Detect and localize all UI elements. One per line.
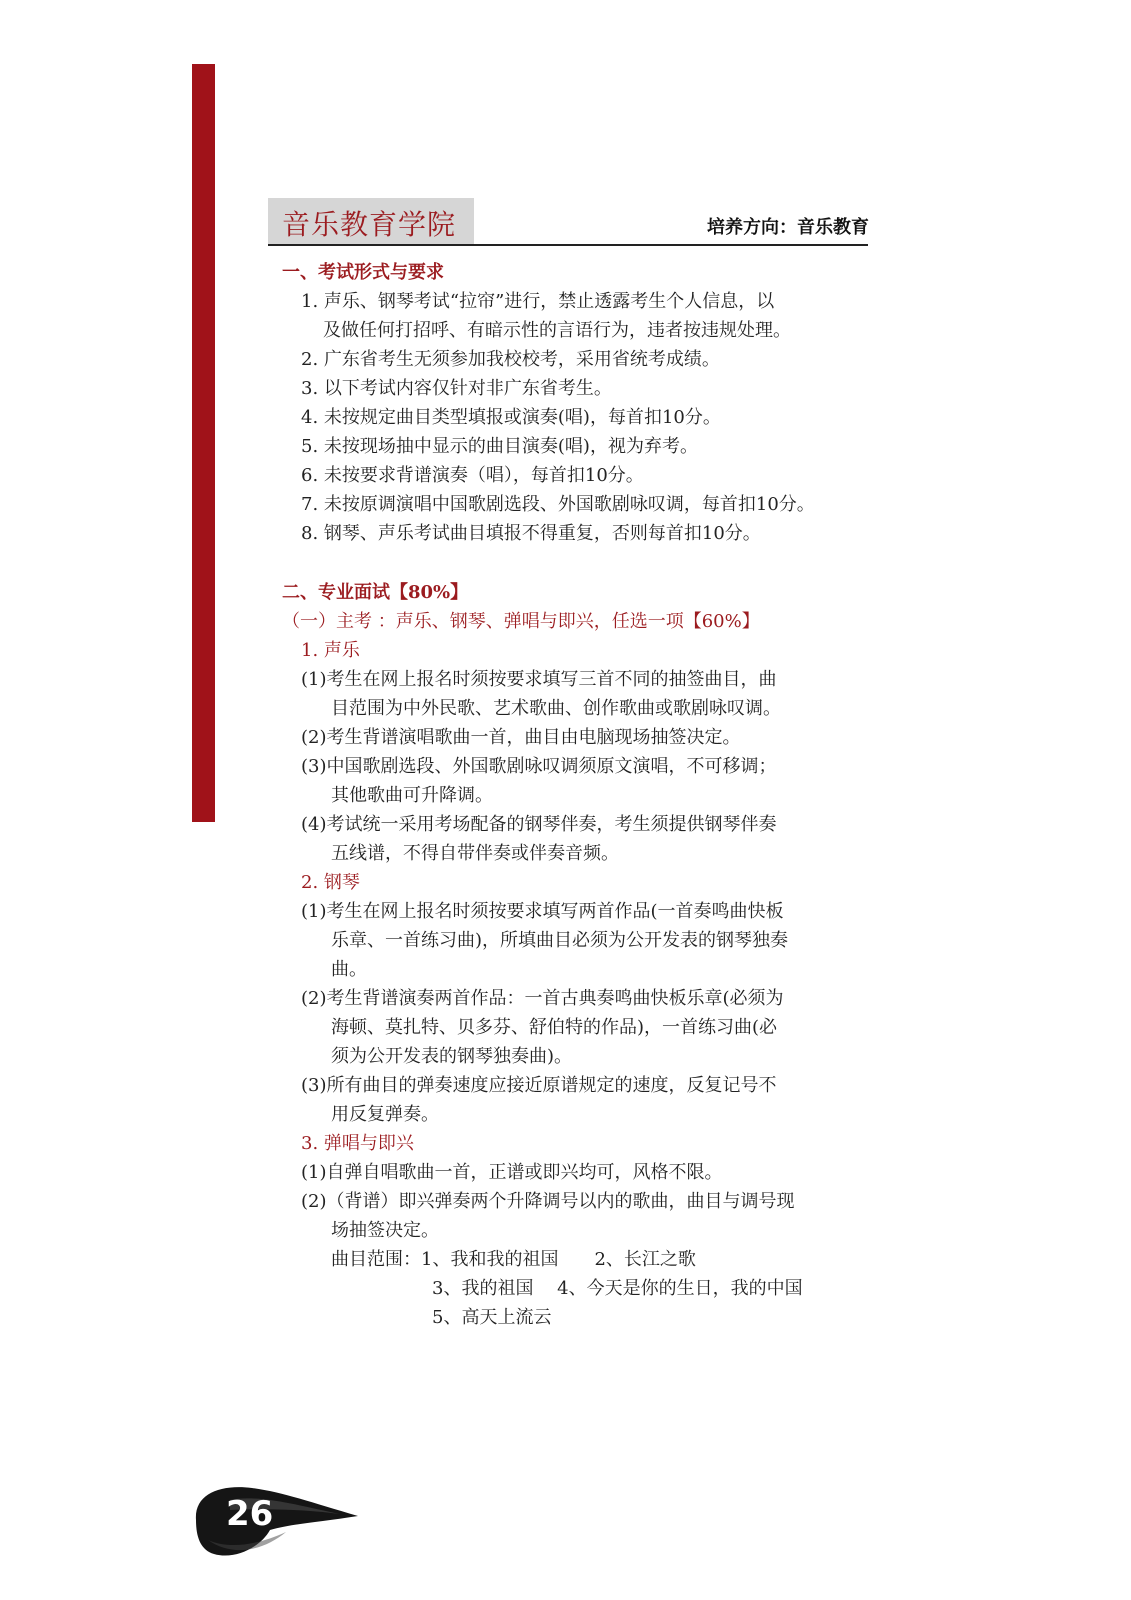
page-number: 26 bbox=[226, 1494, 274, 1534]
text-line: 3. 以下考试内容仅针对非广东省考生。 bbox=[301, 378, 612, 399]
text-line: 曲。 bbox=[331, 959, 367, 980]
text-line: 其他歌曲可升降调。 bbox=[331, 785, 493, 806]
text-line: (2)考生背谱演唱歌曲一首，曲目由电脑现场抽签决定。 bbox=[301, 727, 741, 748]
text-line: 7. 未按原调演唱中国歌剧选段、外国歌剧咏叹调，每首扣10分。 bbox=[301, 494, 815, 515]
text-line: 乐章、一首练习曲)，所填曲目必须为公开发表的钢琴独奏 bbox=[331, 930, 789, 951]
text-line: (1)考生在网上报名时须按要求填写三首不同的抽签曲目，曲 bbox=[301, 669, 777, 690]
text-line: 5、高天上流云 bbox=[432, 1307, 552, 1328]
header-rule bbox=[268, 244, 868, 246]
text-line: 五线谱，不得自带伴奏或伴奏音频。 bbox=[331, 843, 619, 864]
text-line: (2)（背谱）即兴弹奏两个升降调号以内的歌曲，曲目与调号现 bbox=[301, 1191, 795, 1212]
section-heading: 二、专业面试【80%】 bbox=[282, 582, 469, 603]
text-line: 目范围为中外民歌、艺术歌曲、创作歌曲或歌剧咏叹调。 bbox=[331, 698, 781, 719]
section-heading: 一、考试形式与要求 bbox=[282, 262, 444, 283]
text-line: (3)所有曲目的弹奏速度应接近原谱规定的速度，反复记号不 bbox=[301, 1075, 777, 1096]
text-line: 及做任何打招呼、有暗示性的言语行为，违者按违规处理。 bbox=[323, 320, 791, 341]
text-line: 3、我的祖国 4、今天是你的生日，我的中国 bbox=[432, 1278, 803, 1299]
text-line: (3)中国歌剧选段、外国歌剧咏叹调须原文演唱，不可移调； bbox=[301, 756, 777, 777]
text-line: (4)考试统一采用考场配备的钢琴伴奏，考生须提供钢琴伴奏 bbox=[301, 814, 777, 835]
text-line: (1)自弹自唱歌曲一首，正谱或即兴均可，风格不限。 bbox=[301, 1162, 723, 1183]
text-line: 曲目范围：1、我和我的祖国 2、长江之歌 bbox=[331, 1249, 696, 1270]
text-line: 须为公开发表的钢琴独奏曲)。 bbox=[331, 1046, 573, 1067]
subsection-heading: （一）主考 ：声乐、钢琴、弹唱与即兴，任选一项【60%】 bbox=[282, 611, 760, 632]
text-line: 海顿、莫扎特、贝多芬、舒伯特的作品)，一首练习曲(必 bbox=[331, 1017, 778, 1038]
text-line: 5. 未按现场抽中显示的曲目演奏(唱)，视为弃考。 bbox=[301, 436, 698, 457]
college-title: 音乐教育学院 bbox=[282, 208, 457, 241]
training-direction: 培养方向：音乐教育 bbox=[707, 217, 869, 238]
text-line: 2. 广东省考生无须参加我校校考，采用省统考成绩。 bbox=[301, 349, 720, 370]
subsection-heading: 2. 钢琴 bbox=[301, 872, 360, 893]
subsection-heading: 3. 弹唱与即兴 bbox=[301, 1133, 414, 1154]
ink-brush-badge bbox=[190, 1480, 360, 1560]
text-line: 1. 声乐、钢琴考试“拉帘”进行，禁止透露考生个人信息，以 bbox=[301, 291, 775, 312]
text-line: (1)考生在网上报名时须按要求填写两首作品(一首奏鸣曲快板 bbox=[301, 901, 784, 922]
text-line: (2)考生背谱演奏两首作品：一首古典奏鸣曲快板乐章(必须为 bbox=[301, 988, 784, 1009]
text-line: 4. 未按规定曲目类型填报或演奏(唱)，每首扣10分。 bbox=[301, 407, 721, 428]
text-line: 场抽签决定。 bbox=[331, 1220, 439, 1241]
text-line: 8. 钢琴、声乐考试曲目填报不得重复，否则每首扣10分。 bbox=[301, 523, 761, 544]
text-line: 用反复弹奏。 bbox=[331, 1104, 439, 1125]
subsection-heading: 1. 声乐 bbox=[301, 640, 360, 661]
text-line: 6. 未按要求背谱演奏（唱），每首扣10分。 bbox=[301, 465, 644, 486]
red-side-bar bbox=[192, 64, 215, 822]
